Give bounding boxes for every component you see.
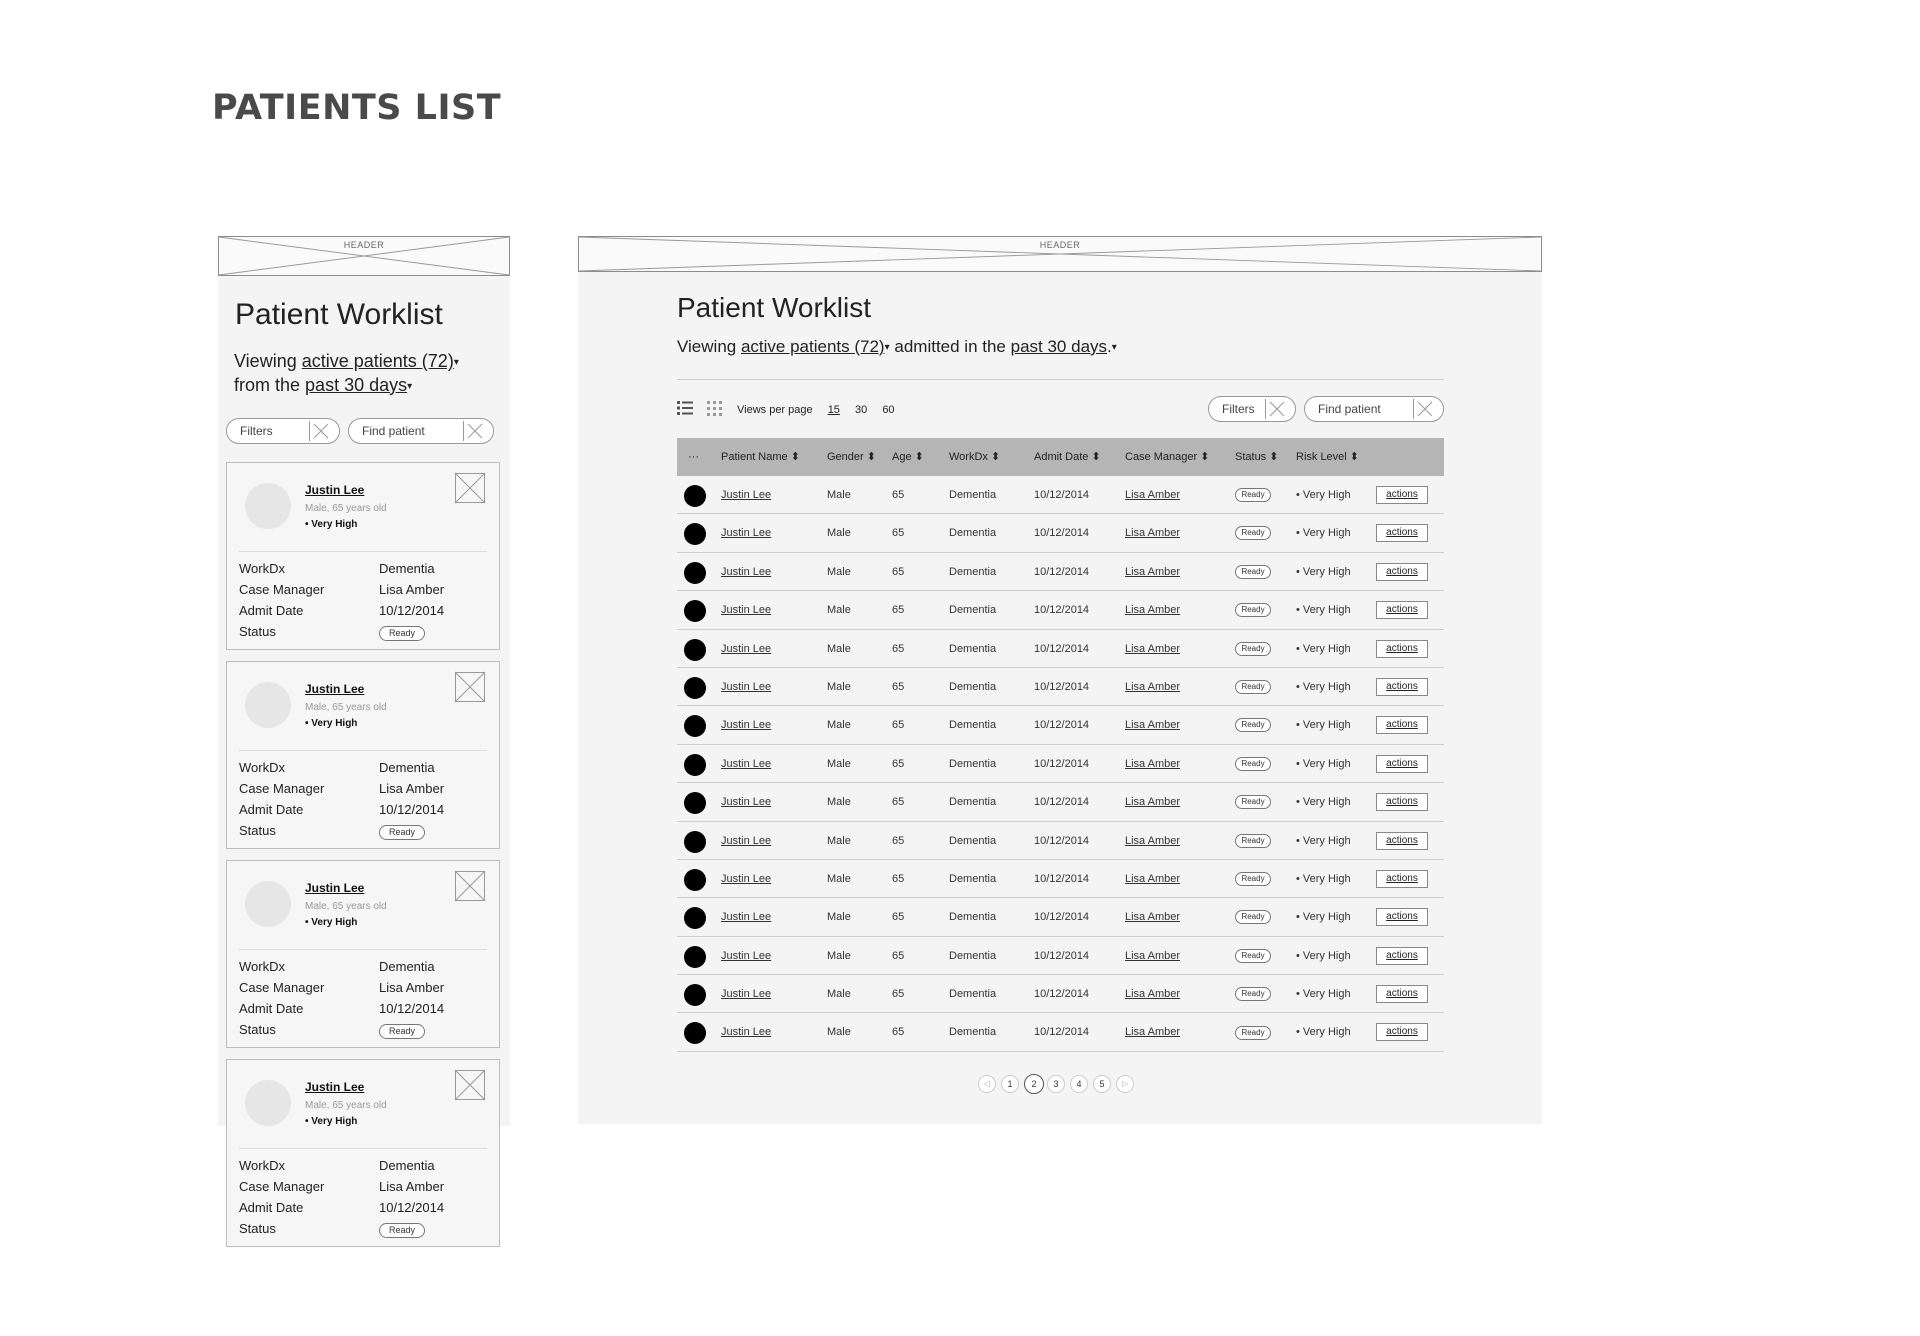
gender-cell: Male (827, 565, 851, 578)
admit-date-cell: 10/12/2014 (1034, 949, 1090, 962)
viewing-summary (677, 337, 1117, 357)
risk-level-cell: • Very High (1296, 489, 1351, 501)
table-row[interactable] (677, 553, 1444, 591)
age-cell: 65 (892, 680, 905, 693)
age-cell: 65 (892, 988, 905, 1001)
status-badge: Ready (1235, 795, 1271, 809)
views-per-page (737, 404, 895, 416)
image-placeholder-icon (455, 1070, 485, 1100)
close-icon[interactable] (313, 423, 329, 439)
risk-level: • Very High (305, 1116, 358, 1127)
table-row[interactable] (677, 668, 1444, 706)
admit-date-cell: 10/12/2014 (1034, 911, 1090, 924)
status-badge: Ready (379, 626, 425, 641)
gender-cell: Male (827, 489, 851, 501)
filters-button[interactable] (1208, 396, 1296, 422)
patient-name-link[interactable]: Justin Lee (721, 680, 772, 693)
per-page-option-30[interactable]: 30 (855, 404, 868, 416)
avatar (684, 946, 706, 968)
column-patient-name[interactable]: Patient Name ⬍ (721, 451, 800, 463)
patient-name-link[interactable]: Justin Lee (721, 757, 772, 770)
avatar (684, 984, 706, 1006)
table-row[interactable] (677, 630, 1444, 668)
mobile-worklist (218, 236, 510, 1236)
filters-label: Filters (240, 424, 273, 438)
header-placeholder (578, 236, 1542, 272)
desktop-worklist (578, 236, 1542, 1124)
risk-level-cell: • Very High (1296, 911, 1351, 924)
period-end: . (1107, 337, 1112, 356)
age-cell: 65 (892, 834, 905, 847)
age-cell: 65 (892, 642, 905, 655)
status-label: Status (239, 1221, 276, 1236)
case-manager-label: Case Manager (239, 781, 325, 796)
divider (239, 551, 487, 552)
viewing-from: from the (234, 374, 301, 395)
admit-date-cell: 10/12/2014 (1034, 757, 1090, 770)
chevron-down-icon[interactable]: ▾ (407, 380, 413, 392)
find-patient-input[interactable] (348, 418, 494, 444)
workdx-cell: Dementia (949, 719, 997, 732)
case-manager-link[interactable]: Lisa Amber (1125, 988, 1181, 1001)
workdx-cell: Dementia (949, 527, 997, 540)
status-badge: Ready (1235, 603, 1271, 617)
risk-level-cell: • Very High (1296, 719, 1351, 732)
patient-name-link[interactable]: Justin Lee (721, 719, 772, 732)
admit-date-cell: 10/12/2014 (1034, 680, 1090, 693)
patient-card[interactable] (226, 462, 500, 650)
workdx-cell: Dementia (949, 1026, 997, 1039)
case-manager-link[interactable]: Lisa Amber (1125, 680, 1181, 693)
risk-level: • Very High (305, 519, 358, 530)
case-manager-link[interactable]: Lisa Amber (1125, 757, 1181, 770)
chevron-down-icon[interactable]: ▾ (453, 356, 459, 368)
table-row[interactable] (677, 706, 1444, 744)
age-cell: 65 (892, 796, 905, 809)
gender-cell: Male (827, 834, 851, 847)
actions-button[interactable]: actions (1376, 601, 1428, 619)
column-workdx[interactable]: WorkDx ⬍ (949, 451, 1001, 463)
admit-date-value: 10/12/2014 (379, 1200, 445, 1215)
page-title: PATIENTS LIST (212, 88, 502, 128)
patient-name-link[interactable]: Justin Lee (305, 483, 365, 497)
patient-name-link[interactable]: Justin Lee (721, 834, 772, 847)
close-icon[interactable] (1417, 401, 1433, 417)
find-patient-input[interactable] (1304, 396, 1444, 422)
column-status[interactable]: Status ⬍ (1235, 451, 1279, 463)
risk-level-cell: • Very High (1296, 604, 1351, 617)
divider (239, 949, 487, 950)
column-gender[interactable]: Gender ⬍ (827, 451, 876, 463)
actions-button[interactable]: actions (1376, 870, 1428, 888)
workdx-cell: Dementia (949, 796, 997, 809)
workdx-label: WorkDx (239, 561, 285, 576)
risk-level-cell: • Very High (1296, 872, 1351, 885)
admit-date-cell: 10/12/2014 (1034, 834, 1090, 847)
case-manager-link[interactable]: Lisa Amber (1125, 796, 1181, 809)
patient-name-link[interactable]: Justin Lee (721, 565, 772, 578)
avatar (684, 754, 706, 776)
avatar (684, 1022, 706, 1044)
patient-name-link[interactable]: Justin Lee (721, 911, 772, 924)
status-badge: Ready (379, 1223, 425, 1238)
case-manager-link[interactable]: Lisa Amber (1125, 719, 1181, 732)
workdx-cell: Dementia (949, 604, 997, 617)
close-icon[interactable] (467, 423, 483, 439)
admit-date-cell: 10/12/2014 (1034, 642, 1090, 655)
gender-cell: Male (827, 911, 851, 924)
active-patients-link[interactable]: active patients (72) (301, 351, 454, 371)
status-badge: Ready (1235, 834, 1271, 848)
grid-view-icon[interactable] (707, 401, 722, 416)
patient-demographics: Male, 65 years old (305, 503, 387, 514)
case-manager-label: Case Manager (239, 582, 325, 597)
case-manager-link[interactable]: Lisa Amber (1125, 565, 1181, 578)
actions-button[interactable]: actions (1376, 755, 1428, 773)
status-badge: Ready (379, 1024, 425, 1039)
workdx-cell: Dementia (949, 757, 997, 770)
workdx-cell: Dementia (949, 834, 997, 847)
filters-label: Filters (1222, 402, 1255, 416)
risk-level-cell: • Very High (1296, 834, 1351, 847)
workdx-value: Dementia (379, 561, 435, 576)
avatar (684, 869, 706, 891)
case-manager-link[interactable]: Lisa Amber (1125, 834, 1181, 847)
close-icon[interactable] (1269, 401, 1285, 417)
avatar (684, 715, 706, 737)
table-row[interactable] (677, 898, 1444, 936)
avatar (684, 600, 706, 622)
workdx-cell: Dementia (949, 872, 997, 885)
age-cell: 65 (892, 911, 905, 924)
gender-cell: Male (827, 719, 851, 732)
find-patient-placeholder: Find patient (362, 424, 425, 438)
page-button-1[interactable]: 1 (1001, 1075, 1019, 1093)
gender-cell: Male (827, 757, 851, 770)
patient-name-link[interactable]: Justin Lee (305, 881, 365, 895)
gender-cell: Male (827, 680, 851, 693)
avatar (245, 881, 291, 927)
gender-cell: Male (827, 642, 851, 655)
divider (677, 379, 1444, 380)
admit-date-label: Admit Date (239, 802, 304, 817)
age-cell: 65 (892, 1026, 905, 1039)
risk-level-cell: • Very High (1296, 757, 1351, 770)
patient-card[interactable] (226, 1059, 500, 1247)
gender-cell: Male (827, 872, 851, 885)
patient-name-link[interactable]: Justin Lee (721, 988, 772, 1001)
avatar (684, 907, 706, 929)
status-badge: Ready (379, 825, 425, 840)
patient-name-link[interactable]: Justin Lee (721, 489, 772, 501)
header-placeholder (218, 236, 510, 276)
status-badge: Ready (1235, 910, 1271, 924)
patients-table (677, 438, 1444, 1052)
risk-level-cell: • Very High (1296, 565, 1351, 578)
workdx-cell: Dementia (949, 642, 997, 655)
patient-name-link[interactable]: Justin Lee (721, 1026, 772, 1039)
admit-date-label: Admit Date (239, 603, 304, 618)
workdx-value: Dementia (379, 959, 435, 974)
table-row[interactable] (677, 476, 1444, 514)
viewing-prefix: Viewing (677, 337, 737, 356)
workdx-label: WorkDx (239, 1158, 285, 1173)
status-badge: Ready (1235, 949, 1271, 963)
risk-level-cell: • Very High (1296, 949, 1351, 962)
age-cell: 65 (892, 565, 905, 578)
status-label: Status (239, 1022, 276, 1037)
risk-level-cell: • Very High (1296, 796, 1351, 809)
case-manager-value: Lisa Amber (379, 781, 445, 796)
table-row[interactable] (677, 783, 1444, 821)
case-manager-value: Lisa Amber (379, 582, 445, 597)
gender-cell: Male (827, 527, 851, 540)
actions-button[interactable]: actions (1376, 640, 1428, 658)
risk-level-cell: • Very High (1296, 642, 1351, 655)
actions-button[interactable]: actions (1376, 908, 1428, 926)
status-badge: Ready (1235, 872, 1271, 886)
status-badge: Ready (1235, 488, 1271, 502)
page-button-5[interactable]: 5 (1093, 1075, 1111, 1093)
case-manager-link[interactable]: Lisa Amber (1125, 1026, 1181, 1039)
admit-date-cell: 10/12/2014 (1034, 1026, 1090, 1039)
page-button-2[interactable]: 2 (1024, 1074, 1044, 1094)
actions-button[interactable]: actions (1376, 486, 1428, 504)
avatar (684, 485, 706, 507)
patient-name-link[interactable]: Justin Lee (721, 796, 772, 809)
avatar (684, 523, 706, 545)
risk-level-cell: • Very High (1296, 680, 1351, 693)
status-badge: Ready (1235, 680, 1271, 694)
worklist-title: Patient Worklist (235, 298, 443, 331)
active-patients-link[interactable]: active patients (72) (740, 337, 885, 356)
gender-cell: Male (827, 988, 851, 1001)
worklist-title: Patient Worklist (677, 292, 871, 323)
avatar (245, 682, 291, 728)
gender-cell: Male (827, 1026, 851, 1039)
next-page-button[interactable]: ▷ (1116, 1075, 1134, 1093)
patient-demographics: Male, 65 years old (305, 1100, 387, 1111)
admit-date-value: 10/12/2014 (379, 802, 445, 817)
table-header (677, 438, 1444, 476)
actions-button[interactable]: actions (1376, 947, 1428, 965)
actions-button[interactable]: actions (1376, 563, 1428, 581)
risk-level-cell: • Very High (1296, 988, 1351, 1001)
patient-demographics: Male, 65 years old (305, 901, 387, 912)
workdx-cell: Dementia (949, 949, 997, 962)
risk-level: • Very High (305, 718, 358, 729)
case-manager-link[interactable]: Lisa Amber (1125, 642, 1181, 655)
case-manager-value: Lisa Amber (379, 980, 445, 995)
workdx-cell: Dementia (949, 565, 997, 578)
admit-date-cell: 10/12/2014 (1034, 719, 1090, 732)
case-manager-link[interactable]: Lisa Amber (1125, 949, 1181, 962)
per-page-option-60[interactable]: 60 (882, 404, 895, 416)
actions-button[interactable]: actions (1376, 793, 1428, 811)
admit-date-cell: 10/12/2014 (1034, 527, 1090, 540)
divider (239, 1148, 487, 1149)
list-view-icon[interactable] (677, 401, 693, 415)
actions-button[interactable]: actions (1376, 524, 1428, 542)
avatar (245, 1080, 291, 1126)
viewing-mid: admitted in the (894, 337, 1006, 356)
status-badge: Ready (1235, 642, 1271, 656)
case-manager-link[interactable]: Lisa Amber (1125, 489, 1181, 501)
column-options-icon[interactable]: ··· (688, 451, 699, 463)
admit-date-cell: 10/12/2014 (1034, 988, 1090, 1001)
viewing-summary (234, 350, 494, 398)
status-badge: Ready (1235, 565, 1271, 579)
actions-button[interactable]: actions (1376, 832, 1428, 850)
table-row[interactable] (677, 514, 1444, 552)
patient-name-link[interactable]: Justin Lee (305, 1080, 365, 1094)
status-badge: Ready (1235, 718, 1271, 732)
patient-card[interactable] (226, 860, 500, 1048)
admit-date-label: Admit Date (239, 1200, 304, 1215)
avatar (684, 639, 706, 661)
header-label: HEADER (343, 240, 385, 250)
per-page-option-15[interactable]: 15 (827, 404, 840, 416)
case-manager-link[interactable]: Lisa Amber (1125, 527, 1181, 540)
age-cell: 65 (892, 872, 905, 885)
case-manager-label: Case Manager (239, 980, 325, 995)
column-admit-date[interactable]: Admit Date ⬍ (1034, 451, 1101, 463)
patient-name-link[interactable]: Justin Lee (721, 604, 772, 617)
workdx-value: Dementia (379, 760, 435, 775)
status-badge: Ready (1235, 987, 1271, 1001)
avatar (684, 831, 706, 853)
prev-page-button[interactable]: ◁ (978, 1075, 996, 1093)
views-per-page-label: Views per page (737, 404, 813, 416)
age-cell: 65 (892, 719, 905, 732)
age-cell: 65 (892, 527, 905, 540)
workdx-cell: Dementia (949, 988, 997, 1001)
avatar (684, 792, 706, 814)
divider (239, 750, 487, 751)
patient-name-link[interactable]: Justin Lee (721, 642, 772, 655)
table-row[interactable] (677, 937, 1444, 975)
admit-date-cell: 10/12/2014 (1034, 872, 1090, 885)
patient-name-link[interactable]: Justin Lee (721, 872, 772, 885)
column-risk-level[interactable]: Risk Level ⬍ (1296, 451, 1360, 463)
case-manager-link[interactable]: Lisa Amber (1125, 604, 1181, 617)
column-age[interactable]: Age ⬍ (892, 451, 924, 463)
filters-button[interactable] (226, 418, 340, 444)
age-cell: 65 (892, 949, 905, 962)
actions-button[interactable]: actions (1376, 678, 1428, 696)
admit-date-value: 10/12/2014 (379, 603, 445, 618)
header-label: HEADER (1039, 240, 1081, 250)
admit-date-cell: 10/12/2014 (1034, 489, 1090, 501)
viewing-prefix: Viewing (234, 351, 297, 371)
workdx-label: WorkDx (239, 959, 285, 974)
find-patient-placeholder: Find patient (1318, 402, 1381, 416)
status-label: Status (239, 624, 276, 639)
status-badge: Ready (1235, 1026, 1271, 1040)
page-button-4[interactable]: 4 (1070, 1075, 1088, 1093)
patient-card[interactable] (226, 661, 500, 849)
page-button-3[interactable]: 3 (1047, 1075, 1065, 1093)
workdx-cell: Dementia (949, 680, 997, 693)
patient-demographics: Male, 65 years old (305, 702, 387, 713)
gender-cell: Male (827, 796, 851, 809)
image-placeholder-icon (455, 871, 485, 901)
avatar (684, 562, 706, 584)
admit-date-value: 10/12/2014 (379, 1001, 445, 1016)
case-manager-link[interactable]: Lisa Amber (1125, 911, 1181, 924)
age-cell: 65 (892, 489, 905, 501)
table-body (677, 476, 1444, 1052)
patient-name-link[interactable]: Justin Lee (305, 682, 365, 696)
risk-level-cell: • Very High (1296, 1026, 1351, 1039)
workdx-cell: Dementia (949, 489, 997, 501)
chevron-down-icon[interactable]: ▾ (1111, 342, 1117, 354)
table-row[interactable] (677, 860, 1444, 898)
table-row[interactable] (677, 975, 1444, 1013)
table-row[interactable] (677, 1013, 1444, 1051)
case-manager-label: Case Manager (239, 1179, 325, 1194)
admit-date-cell: 10/12/2014 (1034, 796, 1090, 809)
actions-button[interactable]: actions (1376, 985, 1428, 1003)
status-badge: Ready (1235, 526, 1271, 540)
age-cell: 65 (892, 757, 905, 770)
workdx-value: Dementia (379, 1158, 435, 1173)
chevron-down-icon[interactable]: ▾ (884, 342, 890, 354)
case-manager-link[interactable]: Lisa Amber (1125, 872, 1181, 885)
workdx-cell: Dementia (949, 911, 997, 924)
avatar (245, 483, 291, 529)
gender-cell: Male (827, 604, 851, 617)
actions-button[interactable]: actions (1376, 716, 1428, 734)
avatar (684, 677, 706, 699)
table-row[interactable] (677, 822, 1444, 860)
actions-button[interactable]: actions (1376, 1023, 1428, 1041)
age-cell: 65 (892, 604, 905, 617)
risk-level-cell: • Very High (1296, 527, 1351, 540)
admit-date-cell: 10/12/2014 (1034, 565, 1090, 578)
status-label: Status (239, 823, 276, 838)
period-link[interactable]: past 30 days (305, 374, 408, 395)
patient-name-link[interactable]: Justin Lee (721, 949, 772, 962)
table-row[interactable] (677, 591, 1444, 629)
period-link[interactable]: past 30 days (1010, 337, 1108, 356)
gender-cell: Male (827, 949, 851, 962)
case-manager-value: Lisa Amber (379, 1179, 445, 1194)
image-placeholder-icon (455, 473, 485, 503)
risk-level: • Very High (305, 917, 358, 928)
workdx-label: WorkDx (239, 760, 285, 775)
column-case-manager[interactable]: Case Manager ⬍ (1125, 451, 1210, 463)
table-row[interactable] (677, 745, 1444, 783)
patient-name-link[interactable]: Justin Lee (721, 527, 772, 540)
admit-date-cell: 10/12/2014 (1034, 604, 1090, 617)
admit-date-label: Admit Date (239, 1001, 304, 1016)
status-badge: Ready (1235, 757, 1271, 771)
image-placeholder-icon (455, 672, 485, 702)
